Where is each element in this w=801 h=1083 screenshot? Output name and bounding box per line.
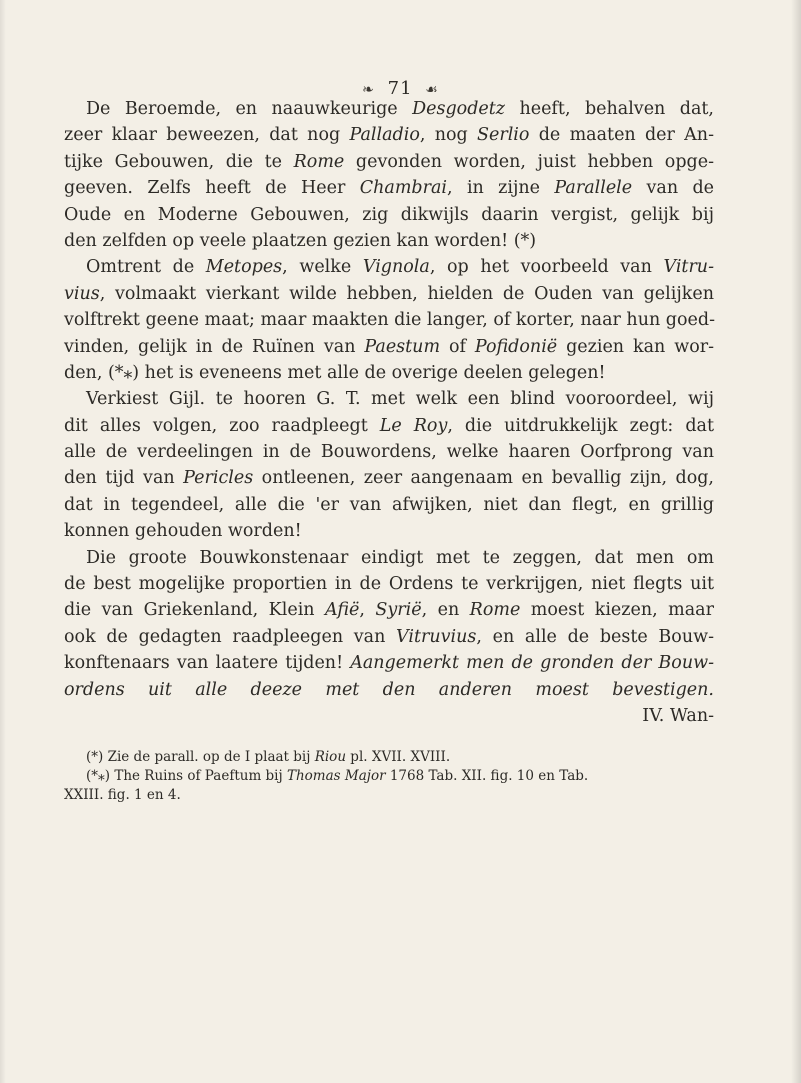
text-run: die van Griekenland, Klein — [64, 600, 326, 621]
italic-text: Vignola — [362, 257, 430, 278]
italic-text: Pofidonië — [474, 336, 558, 357]
text-run: 1768 Tab. XII. fig. 10 en Tab. — [385, 768, 589, 784]
text-line — [64, 360, 714, 386]
text-run: ook de gedagten raadpleegen van — [64, 626, 397, 647]
footnotes — [64, 748, 714, 805]
text-line — [64, 307, 714, 333]
text-line — [64, 677, 714, 703]
italic-text: Parallele — [554, 178, 633, 199]
page-edge-shadow — [791, 0, 801, 1083]
italic-text: Riou — [314, 749, 347, 765]
text-line — [64, 122, 714, 148]
text-run: (*⁎) The Ruins of Paeftum bij — [86, 768, 287, 784]
text-run: konftenaars van laatere tijden! — [64, 653, 351, 674]
italic-text: Chambrai — [359, 178, 448, 199]
text-run: den, (*⁎) het is eveneens met alle de overige deelen gelegen! — [64, 362, 606, 383]
text-run: konnen gehouden worden! — [64, 521, 302, 542]
italic-text: Afië — [325, 600, 360, 621]
text-run: , en — [421, 600, 470, 621]
text-run: IV. Wan- — [642, 705, 714, 726]
italic-text: vius — [64, 283, 100, 304]
italic-text: Palladio — [349, 125, 420, 146]
ornament-left-icon: ❧ — [362, 82, 375, 98]
text-run: moest kiezen, maar — [520, 600, 714, 621]
text-line — [64, 624, 714, 650]
text-run: , volmaakt vierkant wilde hebben, hielden de Ouden van gelijken — [99, 283, 714, 304]
text-run: dit alles volgen, zoo raadpleegt — [64, 415, 380, 436]
text-run: , en alle de beste Bouw- — [476, 626, 714, 647]
text-run: , — [359, 600, 376, 621]
text-run: Oude en Moderne Gebouwen, zig dikwijls daarin vergist, gelijk bij — [64, 204, 714, 225]
footnote-line — [64, 748, 714, 767]
text-line — [64, 175, 714, 201]
italic-text: Le Roy — [379, 415, 448, 436]
text-line — [64, 202, 714, 228]
text-run: vinden, gelijk in de Ruïnen van — [64, 336, 365, 357]
text-line — [64, 465, 714, 491]
text-run: , die uitdrukkelijk zegt: dat — [447, 415, 715, 436]
text-run: gevonden worden, juist hebben opge- — [344, 151, 714, 172]
text-run: den tijd van — [64, 468, 184, 489]
italic-text: Desgodetz — [412, 99, 506, 119]
italic-text: Rome — [293, 151, 345, 172]
page-number: 71 — [387, 78, 413, 99]
text-run: de maaten der An- — [529, 125, 714, 146]
italic-text: Paestum — [364, 336, 441, 357]
text-run: de best mogelijke proportien in de Ordens te verkrijgen, niet flegts uit — [64, 574, 714, 595]
text-line — [64, 149, 714, 175]
text-run: tijke Gebouwen, die te — [64, 151, 294, 172]
italic-text: Metopes — [205, 257, 283, 278]
text-run: , in zijne — [447, 178, 555, 199]
body-text — [64, 96, 714, 729]
text-run: dat in tegendeel, alle die 'er van afwijken, niet dan flegt, en grillig — [64, 494, 714, 515]
footnote-line — [64, 767, 714, 786]
text-run: van de — [632, 178, 714, 199]
text-run: gezien kan wor- — [557, 336, 715, 357]
text-run: , welke — [282, 257, 363, 278]
text-run: , nog — [419, 125, 477, 146]
italic-text: ordens uit alle deeze met den anderen moest bevestigen. — [64, 679, 714, 700]
text-run: volftrekt geene maat; maar maakten die langer, of korter, naar hun goed- — [64, 310, 716, 331]
text-line — [64, 703, 714, 729]
text-run: ontleenen, zeer aangenaam en bevallig zijn, dog, — [253, 468, 714, 489]
text-line — [64, 545, 714, 571]
text-line — [64, 334, 714, 360]
italic-text: Thomas Major — [286, 768, 386, 784]
text-line — [64, 228, 714, 254]
italic-text: Rome — [469, 600, 521, 621]
text-line — [64, 413, 714, 439]
text-run: Die groote Bouwkonstenaar eindigt met te zeggen, dat men om — [86, 547, 714, 568]
text-run: zeer klaar beweezen, dat nog — [64, 125, 350, 146]
footnote-line — [64, 786, 714, 805]
text-run: Verkiest Gijl. te hooren G. T. met welk een blind vooroordeel, wij — [86, 389, 714, 410]
page-gutter-shadow — [0, 0, 6, 1083]
italic-text: Aangemerkt men de gronden der Bouw- — [350, 653, 714, 674]
italic-text: Vitru- — [663, 257, 714, 278]
text-line — [64, 571, 714, 597]
text-run: (*) Zie de parall. op de I plaat bij — [86, 749, 315, 765]
text-run: alle de verdeelingen in de Bouwordens, welke haaren Oorfprong van — [64, 442, 714, 463]
text-run: Omtrent de — [86, 257, 206, 278]
text-line — [64, 254, 714, 280]
text-run: , op het voorbeeld van — [429, 257, 664, 278]
text-line — [64, 281, 714, 307]
text-line — [64, 96, 714, 122]
text-line — [64, 439, 714, 465]
text-run: XXIII. fig. 1 en 4. — [64, 787, 181, 803]
text-line — [64, 650, 714, 676]
italic-text: Vitruvius — [396, 626, 477, 647]
text-run: of — [440, 336, 475, 357]
text-run: den zelfden op veele plaatzen gezien kan worden! (*) — [64, 230, 537, 251]
text-run: heeft, behalven dat, — [505, 99, 714, 119]
ornament-right-icon: ☙ — [425, 82, 439, 98]
text-line — [64, 597, 714, 623]
text-line — [64, 492, 714, 518]
italic-text: Syrië — [375, 600, 422, 621]
text-line — [64, 518, 714, 544]
text-run: geeven. Zelfs heeft de Heer — [64, 178, 360, 199]
text-line — [64, 386, 714, 412]
text-run: pl. XVII. XVIII. — [346, 749, 451, 765]
italic-text: Serlio — [477, 125, 530, 146]
italic-text: Pericles — [183, 468, 254, 489]
text-run: De Beroemde, en naauwkeurige — [86, 99, 413, 119]
